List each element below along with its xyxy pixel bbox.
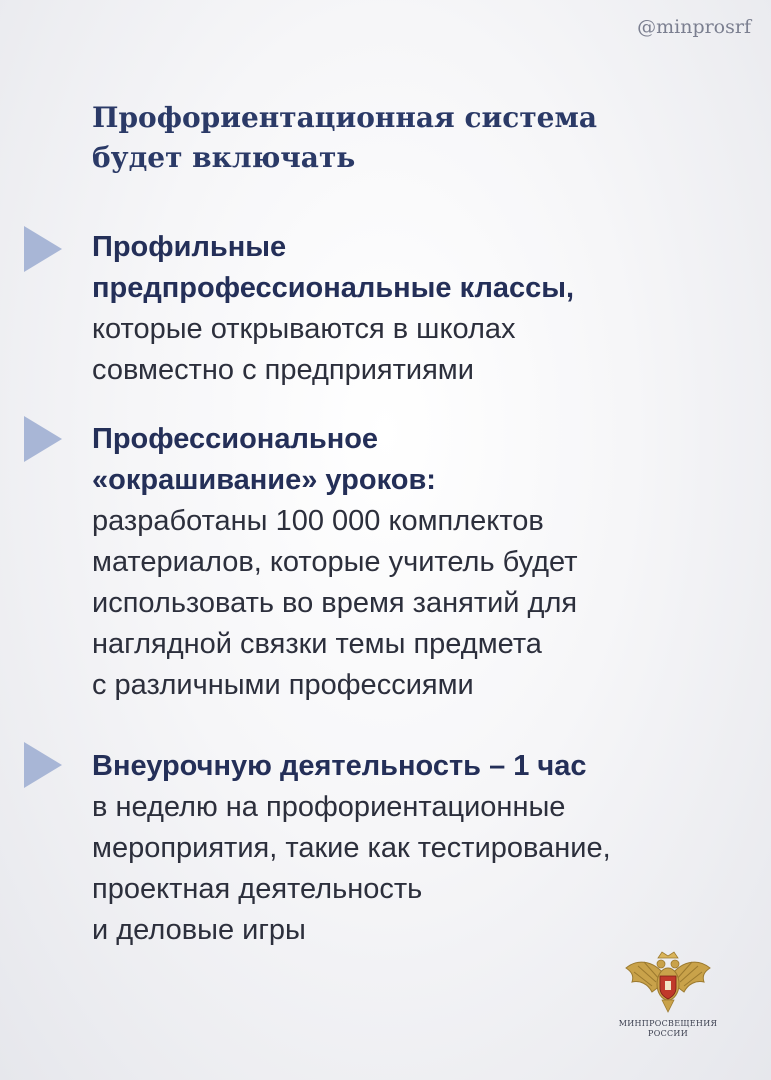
item-bold-line: предпрофессиональные классы, (92, 272, 575, 304)
item-bold-line: Профессиональное (92, 423, 379, 455)
item-text-line: разработаны 100 000 комплектов (92, 505, 544, 537)
item-text-line: использовать во время занятий для (92, 587, 578, 619)
bullet-arrow-icon (24, 226, 62, 272)
item-bold-line: «окрашивание» уроков: (92, 464, 436, 496)
bullet-arrow-icon (24, 416, 62, 462)
item-bold-line: Внеурочную деятельность – 1 час (92, 750, 587, 782)
item-text-line: с различными профессиями (92, 669, 474, 701)
social-handle: @minprosrf (637, 16, 751, 38)
item-text-line: и деловые игры (92, 914, 306, 946)
headline-line-2: будет включать (92, 141, 356, 174)
item-text-line: проектная деятельность (92, 873, 423, 905)
item-text-line: материалов, которые учитель будет (92, 546, 578, 578)
list-item-lesson-coloring (92, 419, 732, 706)
item-bold-line: Профильные (92, 231, 287, 263)
list-item-profile-classes (92, 227, 732, 391)
bullet-arrow-icon (24, 742, 62, 788)
item-text-line: наглядной связки темы предмета (92, 628, 542, 660)
headline (92, 98, 712, 178)
item-text-line: совместно с предприятиями (92, 354, 474, 386)
list-item-extracurricular (92, 746, 732, 951)
item-text-line: которые открываются в школах (92, 313, 516, 345)
emblem-caption-line-1: МИНПРОСВЕЩЕНИЯ (618, 1019, 718, 1028)
double-headed-eagle-emblem-icon (618, 950, 718, 1020)
emblem-caption (602, 1019, 734, 1039)
item-text-line: мероприятия, такие как тестирование, (92, 832, 611, 864)
emblem-caption-line-2: РОССИИ (648, 1029, 688, 1038)
item-text-line: в неделю на профориентационные (92, 791, 566, 823)
headline-line-1: Профориентационная система (92, 101, 597, 134)
